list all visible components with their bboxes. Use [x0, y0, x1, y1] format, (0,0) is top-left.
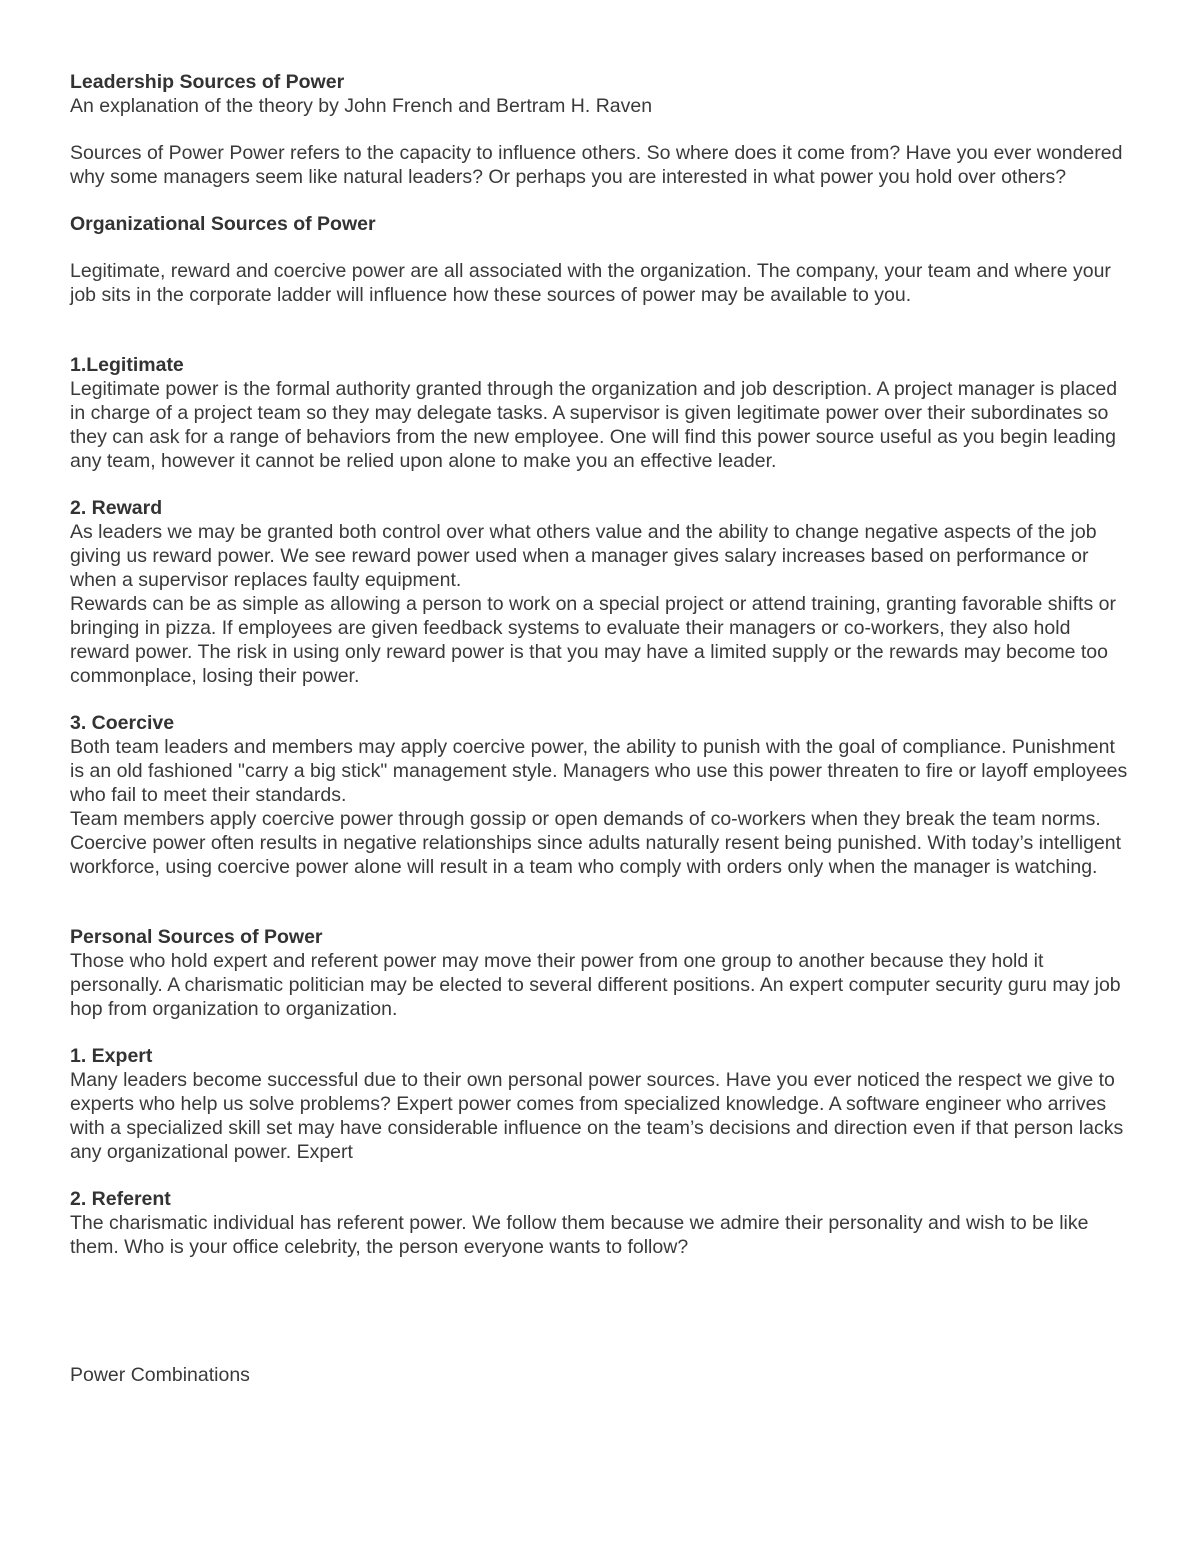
personal-section-title: Personal Sources of Power	[70, 926, 323, 948]
power-combinations-heading: Power Combinations	[70, 1364, 250, 1386]
spacer	[70, 688, 1130, 711]
spacer	[70, 473, 1130, 496]
legitimate-body: Legitimate power is the formal authority granted through the organization and job description. A project manager is placed in charge of a project team so they may delegate tasks. A supervisor is given legitimate power over their subordinates so they can ask for a range of behaviors from the new employee. One will find this power source useful as you begin leading any team, however it cannot be relied upon alone to make you an effective leader.	[70, 378, 1118, 472]
coercive-body-2: Team members apply coercive power through gossip or open demands of co-workers when they break the team norms. Coercive power often results in negative relationships since adults naturally resent being punished. With today’s intelligent workforce, using coercive power alone will result in a team who comply with orders only when the manager is watching.	[70, 808, 1122, 878]
spacer	[70, 1164, 1130, 1187]
spacer	[70, 307, 1130, 353]
personal-intro: Those who hold expert and referent power may move their power from one group to another because they hold it personally. A charismatic politician may be elected to several different positions. An expert computer security guru may job hop from organization to organization.	[70, 950, 1121, 1020]
organizational-intro: Legitimate, reward and coercive power are all associated with the organization. The company, your team and where your job sits in the corporate ladder will influence how these sources of power may be available to you.	[70, 260, 1111, 306]
spacer	[70, 189, 1130, 212]
document-title: Leadership Sources of Power	[70, 71, 345, 93]
spacer	[70, 236, 1130, 259]
intro-paragraph: Sources of Power Power refers to the capacity to influence others. So where does it come from? Have you ever wondered why some managers seem like natural leaders? Or perhaps you are interested in what power you hold over others?	[70, 142, 1123, 188]
spacer	[70, 118, 1130, 141]
reward-body-1: As leaders we may be granted both control over what others value and the ability to change negative aspects of the job giving us reward power. We see reward power used when a manager gives salary increases based on performance or when a supervisor replaces faulty equipment.	[70, 521, 1097, 591]
reward-body-2: Rewards can be as simple as allowing a person to work on a special project or attend training, granting favorable shifts or bringing in pizza. If employees are given feedback systems to evaluate their managers or co-workers, they also hold reward power. The risk in using only reward power is that you may have a limited supply or the rewards may become too commonplace, losing their power.	[70, 593, 1116, 687]
document-page	[70, 70, 1130, 1387]
coercive-heading: 3. Coercive	[70, 712, 175, 734]
spacer	[70, 1259, 1130, 1363]
expert-heading: 1. Expert	[70, 1045, 153, 1067]
organizational-section-title: Organizational Sources of Power	[70, 213, 376, 235]
expert-body: Many leaders become successful due to their own personal power sources. Have you ever noticed the respect we give to experts who help us solve problems? Expert power comes from specialized knowledge. A software engineer who arrives with a specialized skill set may have considerable influence on the team’s decisions and direction even if that person lacks any organizational power. Expert	[70, 1069, 1124, 1163]
spacer	[70, 879, 1130, 925]
referent-body: The charismatic individual has referent power. We follow them because we admire their personality and wish to be like them. Who is your office celebrity, the person everyone wants to follow?	[70, 1212, 1089, 1258]
spacer	[70, 1021, 1130, 1044]
document-subtitle: An explanation of the theory by John French and Bertram H. Raven	[70, 95, 653, 117]
legitimate-heading: 1.Legitimate	[70, 354, 184, 376]
referent-heading: 2. Referent	[70, 1188, 171, 1210]
coercive-body-1: Both team leaders and members may apply coercive power, the ability to punish with the goal of compliance. Punishment is an old fashioned "carry a big stick" management style. Managers who use this power threaten to fire or layoff employees who fail to meet their standards.	[70, 736, 1128, 806]
reward-heading: 2. Reward	[70, 497, 163, 519]
